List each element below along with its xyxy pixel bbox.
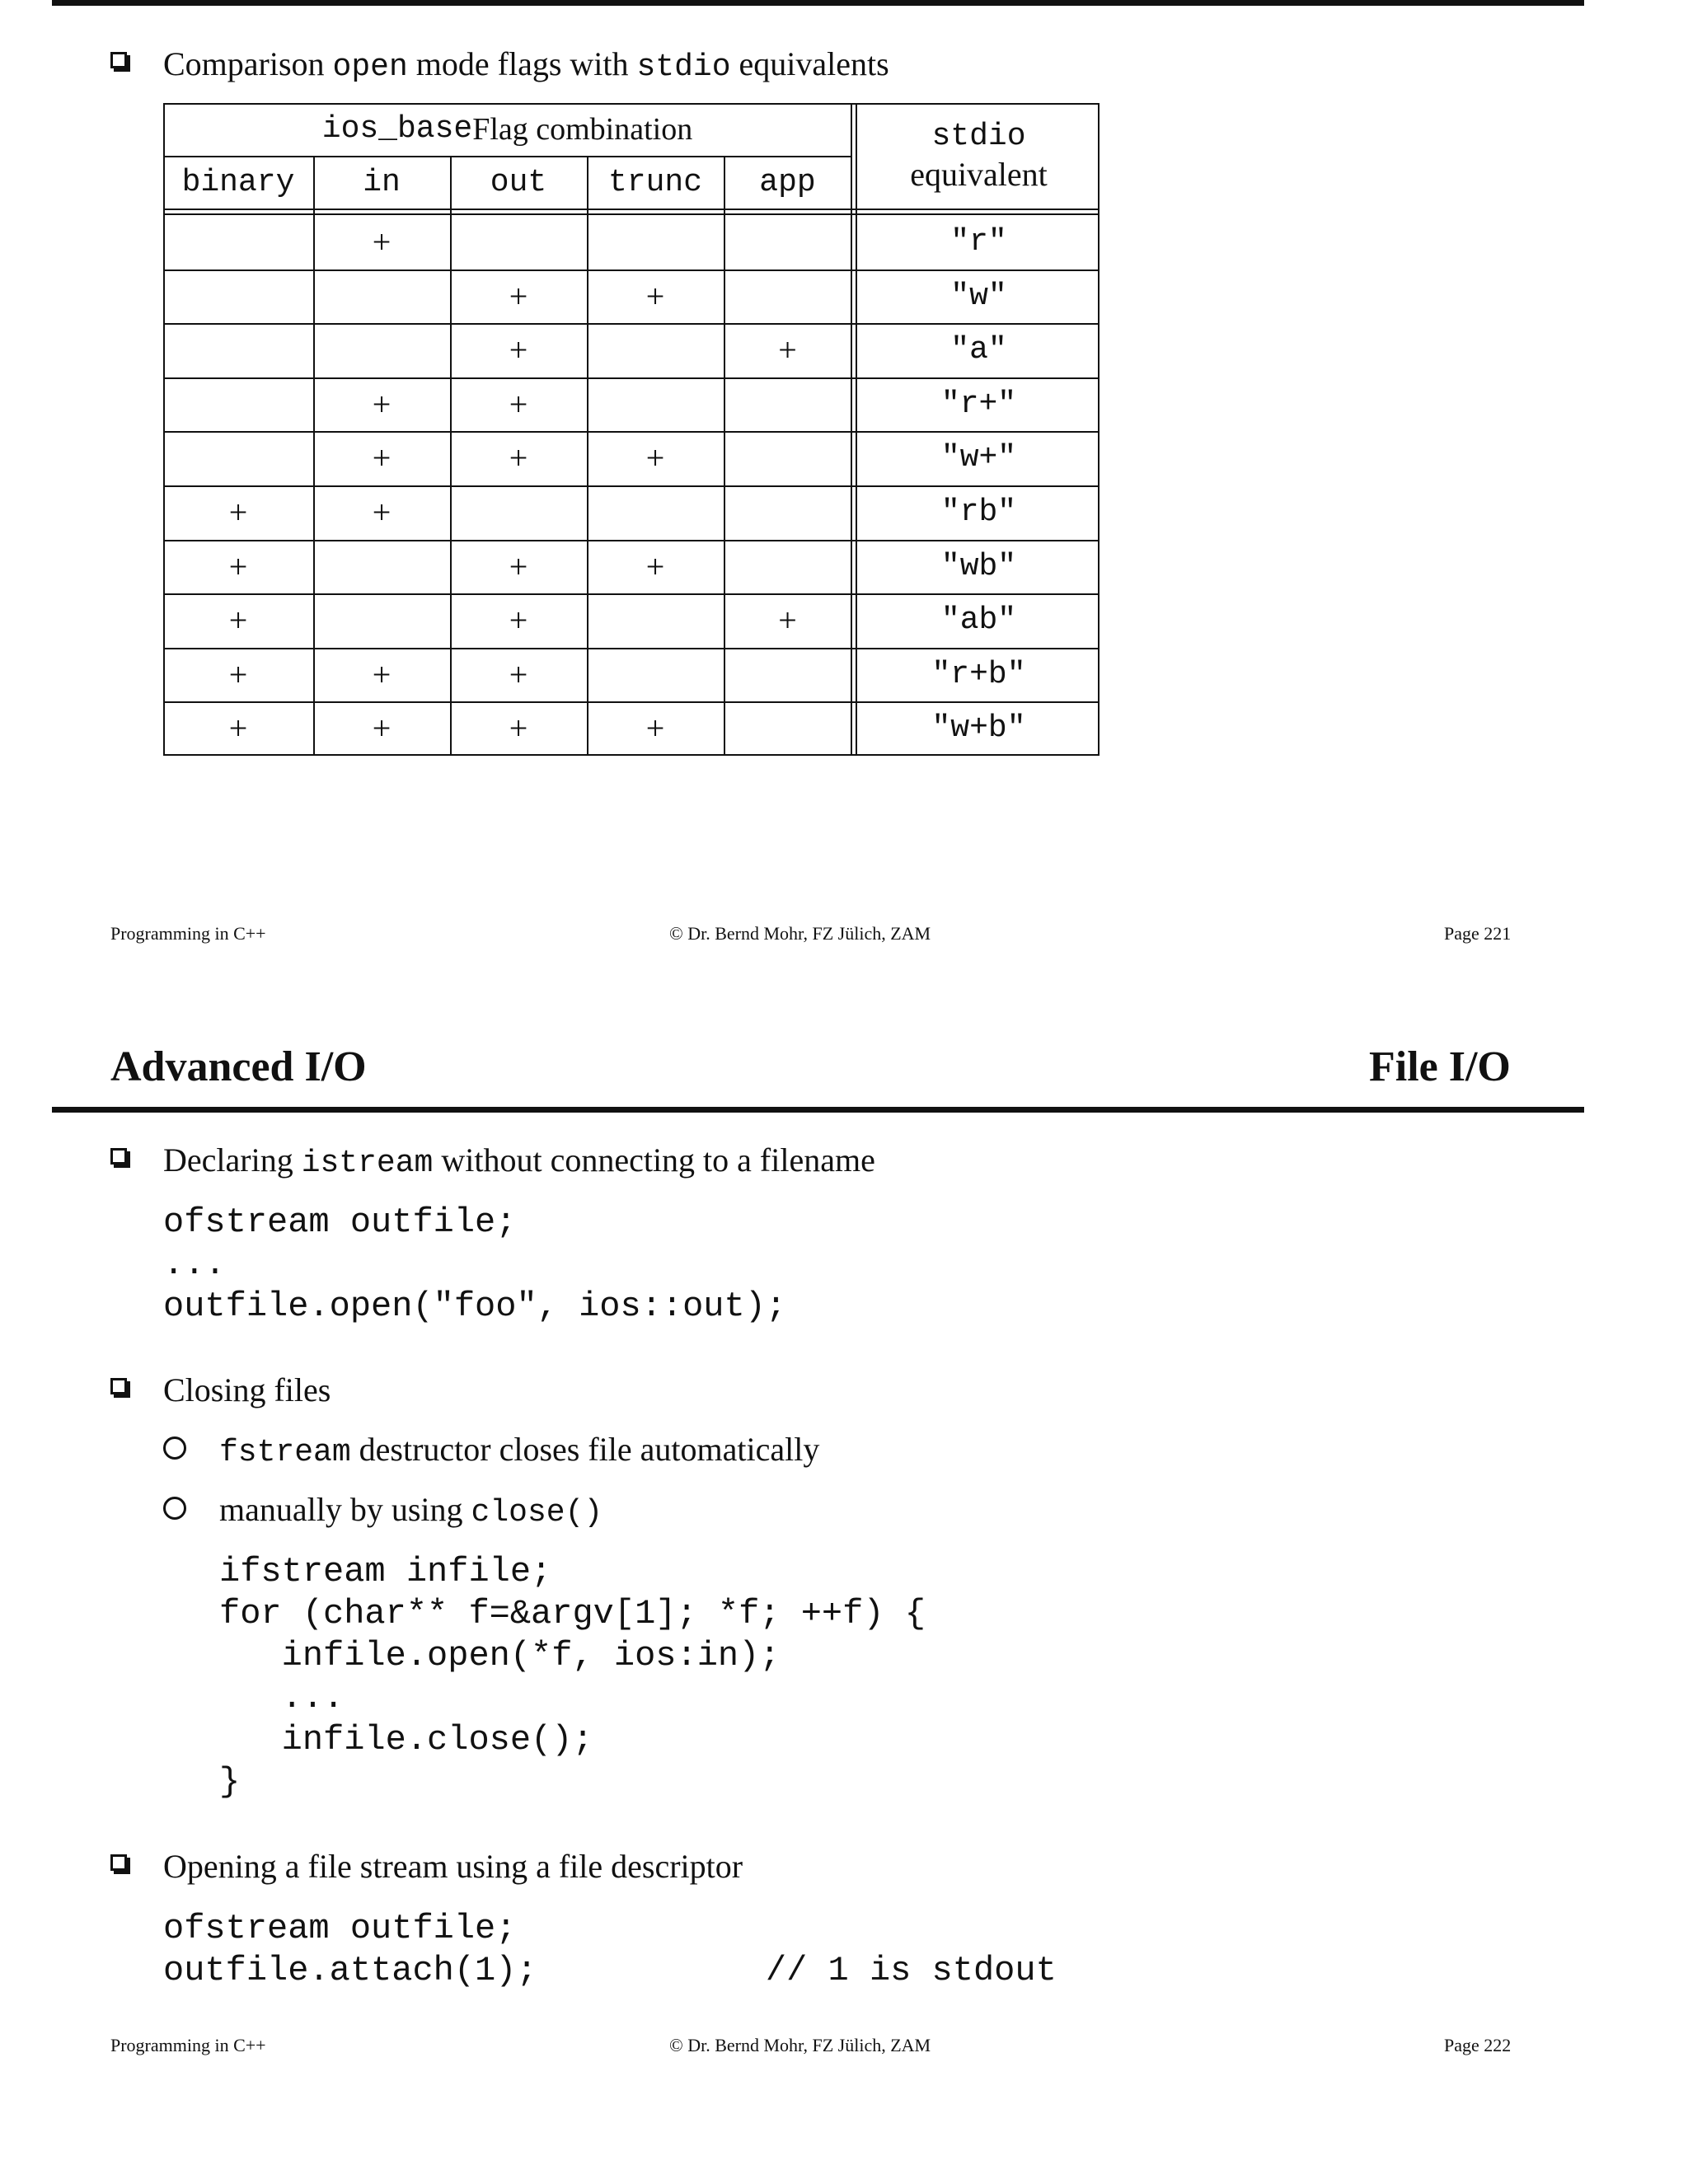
stdio-mode-value: "r+" [940, 387, 1017, 423]
square-bullet-icon [110, 1148, 127, 1165]
bullet-comparison: Comparison open mode flags with stdio equivalents [163, 45, 889, 85]
stdio-mode-value: "r" [950, 224, 1007, 260]
column-header-out: out [490, 164, 547, 200]
flag-comparison-table [163, 103, 1100, 756]
stdio-mode-value: "r+b" [931, 657, 1026, 693]
column-header-app: app [759, 164, 816, 200]
square-bullet-icon [110, 1378, 127, 1394]
stdio-mode-value: "w+b" [931, 710, 1026, 747]
flag-mark-out: + [509, 656, 528, 694]
code-block-declare: ofstream outfile; ... outfile.open("foo", ios::out); [163, 1202, 787, 1326]
flag-mark-in: + [372, 656, 392, 694]
table-double-rule [856, 103, 857, 756]
flag-mark-out: + [509, 386, 528, 424]
top-rule [52, 0, 1584, 6]
flag-mark-trunc: + [645, 278, 665, 316]
flag-mark-app: + [778, 602, 797, 640]
flag-mark-binary: + [228, 548, 248, 586]
stdio-mode-value: "a" [950, 332, 1007, 368]
flag-mark-trunc: + [645, 548, 665, 586]
sub-bullet-manual-close: manually by using close() [219, 1491, 603, 1530]
column-header-in: in [363, 164, 401, 200]
sub-bullet-destructor: fstream destructor closes file automatically [219, 1431, 820, 1470]
footer-page-number: Page 222 [1444, 2035, 1512, 2055]
flag-mark-trunc: + [645, 710, 665, 748]
bullet-declaring-istream: Declaring istream without connecting to a filename [163, 1141, 875, 1181]
column-header-trunc: trunc [607, 164, 703, 200]
flag-mark-out: + [509, 278, 528, 316]
square-bullet-icon [110, 1854, 127, 1871]
stdio-mode-value: "w" [950, 279, 1007, 315]
flag-mark-binary: + [228, 710, 248, 748]
bullet-closing-files: Closing files [163, 1371, 331, 1408]
flag-mark-binary: + [228, 494, 248, 532]
flag-mark-app: + [778, 331, 797, 369]
table-stdio-header: stdio equivalent [910, 119, 1048, 193]
table-group-header: ios_base Flag combination [321, 111, 693, 147]
circle-bullet-icon [163, 1497, 186, 1520]
stdio-mode-value: "ab" [940, 602, 1017, 639]
header-rule [52, 1107, 1584, 1113]
stdio-mode-value: "wb" [940, 549, 1017, 585]
table-double-rule [163, 209, 1100, 210]
footer-center: © Dr. Bernd Mohr, FZ Jülich, ZAM [669, 923, 931, 944]
flag-mark-in: + [372, 223, 392, 261]
flag-mark-out: + [509, 602, 528, 640]
flag-mark-out: + [509, 439, 528, 477]
table-border [163, 103, 1100, 105]
flag-mark-in: + [372, 439, 392, 477]
footer-page-number: Page 221 [1444, 923, 1512, 944]
page-title: Advanced I/O [110, 1043, 367, 1090]
footer-left: Programming in C++ [110, 2035, 266, 2055]
flag-mark-in: + [372, 386, 392, 424]
flag-mark-in: + [372, 494, 392, 532]
flag-mark-in: + [372, 710, 392, 748]
stdio-mode-value: "w+" [940, 440, 1017, 476]
footer-center: © Dr. Bernd Mohr, FZ Jülich, ZAM [669, 2035, 931, 2055]
square-bullet-icon [110, 52, 127, 68]
column-header-binary: binary [181, 164, 295, 200]
code-block-close: ifstream infile; for (char** f=&argv[1]; *f; ++f) { infile.open(*f, ios:in); ... infile.close(); } [219, 1552, 926, 1802]
section-title: File I/O [1369, 1043, 1511, 1090]
flag-mark-out: + [509, 331, 528, 369]
flag-mark-out: + [509, 710, 528, 748]
flag-mark-trunc: + [645, 439, 665, 477]
bullet-file-descriptor: Opening a file stream using a file descriptor [163, 1848, 743, 1885]
circle-bullet-icon [163, 1436, 186, 1460]
flag-mark-binary: + [228, 656, 248, 694]
code-block-attach: ofstream outfile; outfile.attach(1); // 1 is stdout [163, 1909, 1057, 1990]
flag-mark-binary: + [228, 602, 248, 640]
table-column-rule [724, 156, 725, 756]
stdio-mode-value: "rb" [940, 494, 1017, 531]
footer-left: Programming in C++ [110, 923, 266, 944]
flag-mark-out: + [509, 548, 528, 586]
